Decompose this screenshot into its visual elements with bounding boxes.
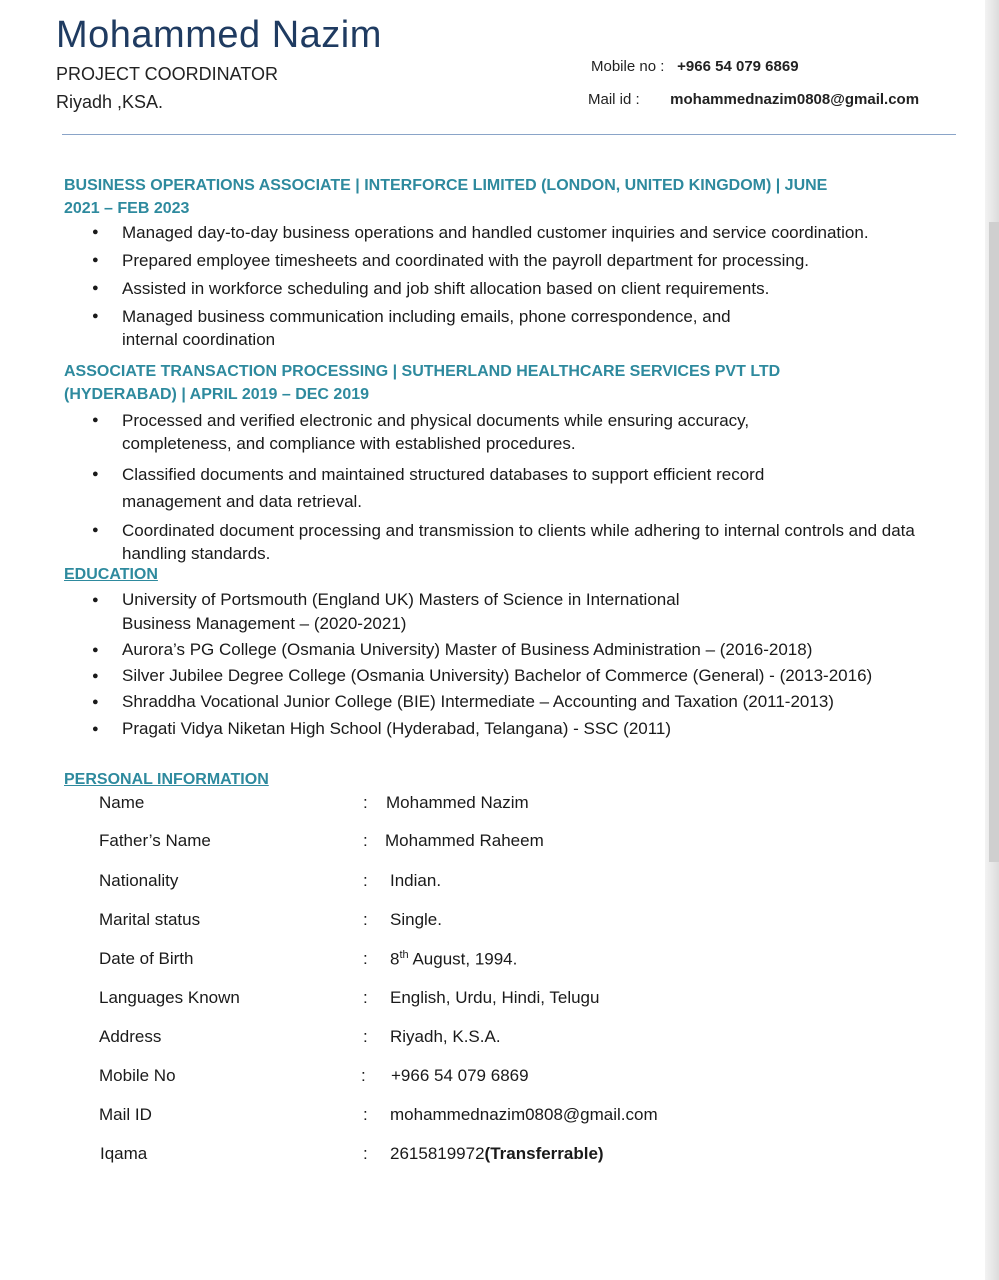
row-key: Father’s Name [99,831,211,850]
row-value: Riyadh, K.S.A. [390,1027,501,1046]
education-heading: EDUCATION [64,566,158,583]
dob-day: 8 [390,949,400,969]
scroll-thumb [989,222,999,862]
list-item: ● Managed business communication including emails, phone correspondence, and internal coordination [122,305,772,351]
row-value: Indian. [390,871,442,890]
row-separator: : [363,871,368,890]
experience-2-heading: ASSOCIATE TRANSACTION PROCESSING | SUTHERLAND HEALTHCARE SERVICES PVT LTD (HYDERABAD) | APRIL 2019 – DEC 2019 [64,363,781,403]
row-value: Single. [390,910,442,929]
row-separator: : [363,1105,368,1124]
list-item: ● Processed and verified electronic and physical documents while ensuring accuracy, completeness, and compliance with established procedures. [122,409,792,455]
list-item: ● Assisted in workforce scheduling and job shift allocation based on client requirements. [122,277,944,300]
page-scroll-edge [985,0,999,1280]
row-value [390,949,517,970]
row-separator: : [363,910,368,929]
mobile-value: +966 54 079 6869 [677,58,799,75]
experience-1 [64,174,944,351]
row-key: Languages Known [99,988,240,1007]
row-value: Mohammed Nazim [386,793,529,812]
list-item: ● Coordinated document processing and transmission to clients while adhering to internal controls and data handling standards. [122,519,922,565]
row-separator: : [363,949,368,968]
list-item: ● Classified documents and maintained structured databases to support efficient record management and data retrieval. [122,461,812,515]
contact-mail [588,91,919,108]
row-separator: : [363,988,368,1007]
mobile-label: Mobile no : [591,58,665,75]
row-value [390,1144,604,1164]
personal-info-section [64,768,944,791]
location: Riyadh ,KSA. [56,92,164,112]
dob-rest: August, 1994. [408,949,518,969]
row-separator: : [363,1144,368,1163]
row-key: Nationality [99,871,179,890]
row-separator: : [363,831,368,850]
list-item: ● Prepared employee timesheets and coordinated with the payroll department for processing. [122,249,944,272]
row-value: +966 54 079 6869 [391,1066,529,1085]
iqama-number: 2615819972 [390,1144,485,1163]
education-section [64,563,944,741]
contact-mobile [591,58,799,75]
row-key: Marital status [99,910,201,929]
row-key: Iqama [100,1144,148,1163]
experience-1-heading: BUSINESS OPERATIONS ASSOCIATE | INTERFORCE LIMITED (LONDON, UNITED KINGDOM) | JUNE 2021 – FEB 2023 [64,177,828,217]
row-value: Mohammed Raheem [385,831,544,850]
list-item: ● University of Portsmouth (England UK) Masters of Science in International Business Management – (2020-2021) [122,588,712,636]
experience-2 [64,360,944,565]
header-divider [62,134,956,135]
row-value: English, Urdu, Hindi, Telugu [390,988,600,1007]
mail-value: mohammednazim0808@gmail.com [670,91,920,108]
resume-name: Mohammed Nazim [56,14,382,56]
row-value: mohammednazim0808@gmail.com [390,1105,658,1124]
row-separator: : [361,1066,366,1085]
list-item: ● Silver Jubilee Degree College (Osmania University) Bachelor of Commerce (General) - (2013-2016) [122,664,944,688]
list-item: ● Shraddha Vocational Junior College (BIE) Intermediate – Accounting and Taxation (2011-2013) [122,690,944,714]
list-item: ● Managed day-to-day business operations and handled customer inquiries and service coordination. [122,221,944,244]
list-item: ● Pragati Vidya Niketan High School (Hyderabad, Telangana) - SSC (2011) [122,717,944,741]
row-key: Date of Birth [99,949,194,968]
dob-suffix: th [399,949,409,961]
row-separator: : [363,793,368,812]
personal-info-heading: PERSONAL INFORMATION [64,771,269,788]
row-separator: : [363,1027,368,1046]
job-title: PROJECT COORDINATOR [56,64,279,84]
mail-label: Mail id : [588,91,640,108]
row-key: Address [99,1027,162,1046]
list-item: ● Aurora’s PG College (Osmania University) Master of Business Administration – (2016-2018) [122,638,944,662]
row-key: Mobile No [99,1066,176,1085]
row-key: Mail ID [99,1105,152,1124]
row-key: Name [99,793,145,812]
iqama-note: (Transferrable) [484,1144,604,1163]
